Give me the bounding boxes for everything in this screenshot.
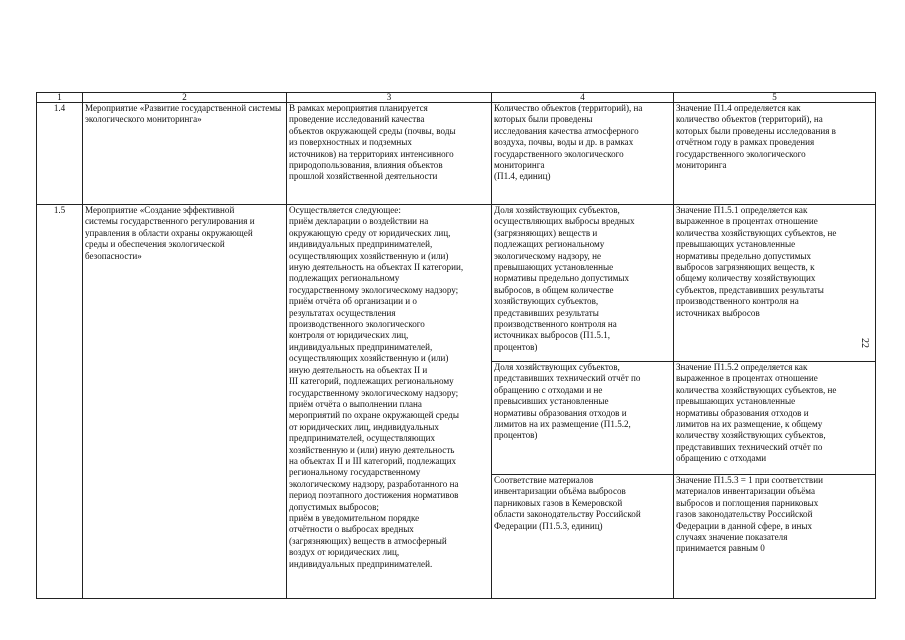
- calculation-method-cell: Значение П1.5.3 = 1 при соответствии материалов инвентаризации объёма выбросов и поглощения парниковых газов законодательству Российской Федерации в данной сфере, в иных случаях значение показателя принимается равным 0: [674, 475, 876, 599]
- indicator-cell: Доля хозяйствующих субъектов, представивших технический отчёт по обращению с отходами и не превысивших установленные нормативы образования отходов и лимитов на их размещение (П1.5.2, процентов): [492, 362, 674, 475]
- column-number-5: 5: [674, 93, 876, 103]
- table-row-1-5: [37, 205, 876, 362]
- event-description: Осуществляется следующее: приём декларации о воздействии на окружающую среду от юридических лиц, индивидуальных предпринимателей, осуществляющих хозяйственную и (или) иную деятельность на объектах II категории, подлежащих региональному государственному экологическому надзору; приём отчёта об организации и о результатах осуществления производственного экологического контроля от юридических лиц, индивидуальных предпринимателей, осуществляющих хозяйственную и (или) иную деятельность на объектах II и III категорий, подлежащих региональному государственному экологическому надзору; приём отчёта о выполнении плана мероприятий по охране окружающей среды от юридических лиц, индивидуальных предпринимателей, осуществляющих хозяйственную и (или) иную деятельность на объектах II и III категорий, подлежащих региональному государственному экологическому надзору, разработанного на период поэтапного достижения нормативов допустимых выбросов; приём в уведомительном порядке отчётности о выбросах вредных (загрязняющих) веществ в атмосферный воздух от юридических лиц, индивидуальных предпринимателей.: [287, 205, 492, 599]
- table-row-1-4: [37, 103, 876, 205]
- indicator-cell: Соответствие материалов инвентаризации объёма выбросов парниковых газов в Кемеровской области законодательству Российской Федерации (П1.5.3, единиц): [492, 475, 674, 599]
- measures-table: [36, 92, 876, 599]
- column-number-1: 1: [37, 93, 83, 103]
- table-header-row: [37, 93, 876, 103]
- row-number: 1.4: [37, 103, 83, 205]
- calculation-method-cell: Значение П1.5.2 определяется как выраженное в процентах отношение количества хозяйствующих субъектов, не превышающих установленные нормативы образования отходов и лимитов на их размещение, к общему количеству хозяйствующих субъектов, представивших технический отчёт по обращению с отходами: [674, 362, 876, 475]
- event-name: Мероприятие «Развитие государственной системы экологического мониторинга»: [83, 103, 287, 205]
- column-number-2: 2: [83, 93, 287, 103]
- event-description: В рамках мероприятия планируется проведение исследований качества объектов окружающей среды (почвы, воды из поверхностных и подземных источников) на территориях интенсивного природопользования, влияния объектов прошлой хозяйственной деятельности: [287, 103, 492, 205]
- indicator-cell: Количество объектов (территорий), на которых были проведены исследования качества атмосферного воздуха, почвы, воды и др. в рамках государственного экологического мониторинга (П1.4, единиц): [492, 103, 674, 205]
- calculation-method-cell: Значение П1.4 определяется как количество объектов (территорий), на которых были проведены исследования в отчётном году в рамках проведения государственного экологического мониторинга: [674, 103, 876, 205]
- indicator-cell: Доля хозяйствующих субъектов, осуществляющих выбросы вредных (загрязняющих) веществ и подлежащих региональному экологическому надзору, не превышающих установленные нормативы предельно допустимых выбросов, в общем количестве хозяйствующих субъектов, представивших результаты производственного контроля на источниках выбросов (П1.5.1, процентов): [492, 205, 674, 362]
- calculation-method-cell: Значение П1.5.1 определяется как выраженное в процентах отношение количества хозяйствующих субъектов, не превышающих установленные нормативы предельно допустимых выбросов загрязняющих веществ, к общему количеству хозяйствующих субъектов, представивших результаты производственного контроля на источниках выбросов: [674, 205, 876, 362]
- column-number-3: 3: [287, 93, 492, 103]
- page-number: 22: [859, 338, 870, 348]
- event-name: Мероприятие «Создание эффективной системы государственного регулирования и управления в области охраны окружающей среды и обеспечения экологической безопасности»: [83, 205, 287, 599]
- row-number: 1.5: [37, 205, 83, 599]
- column-number-4: 4: [492, 93, 674, 103]
